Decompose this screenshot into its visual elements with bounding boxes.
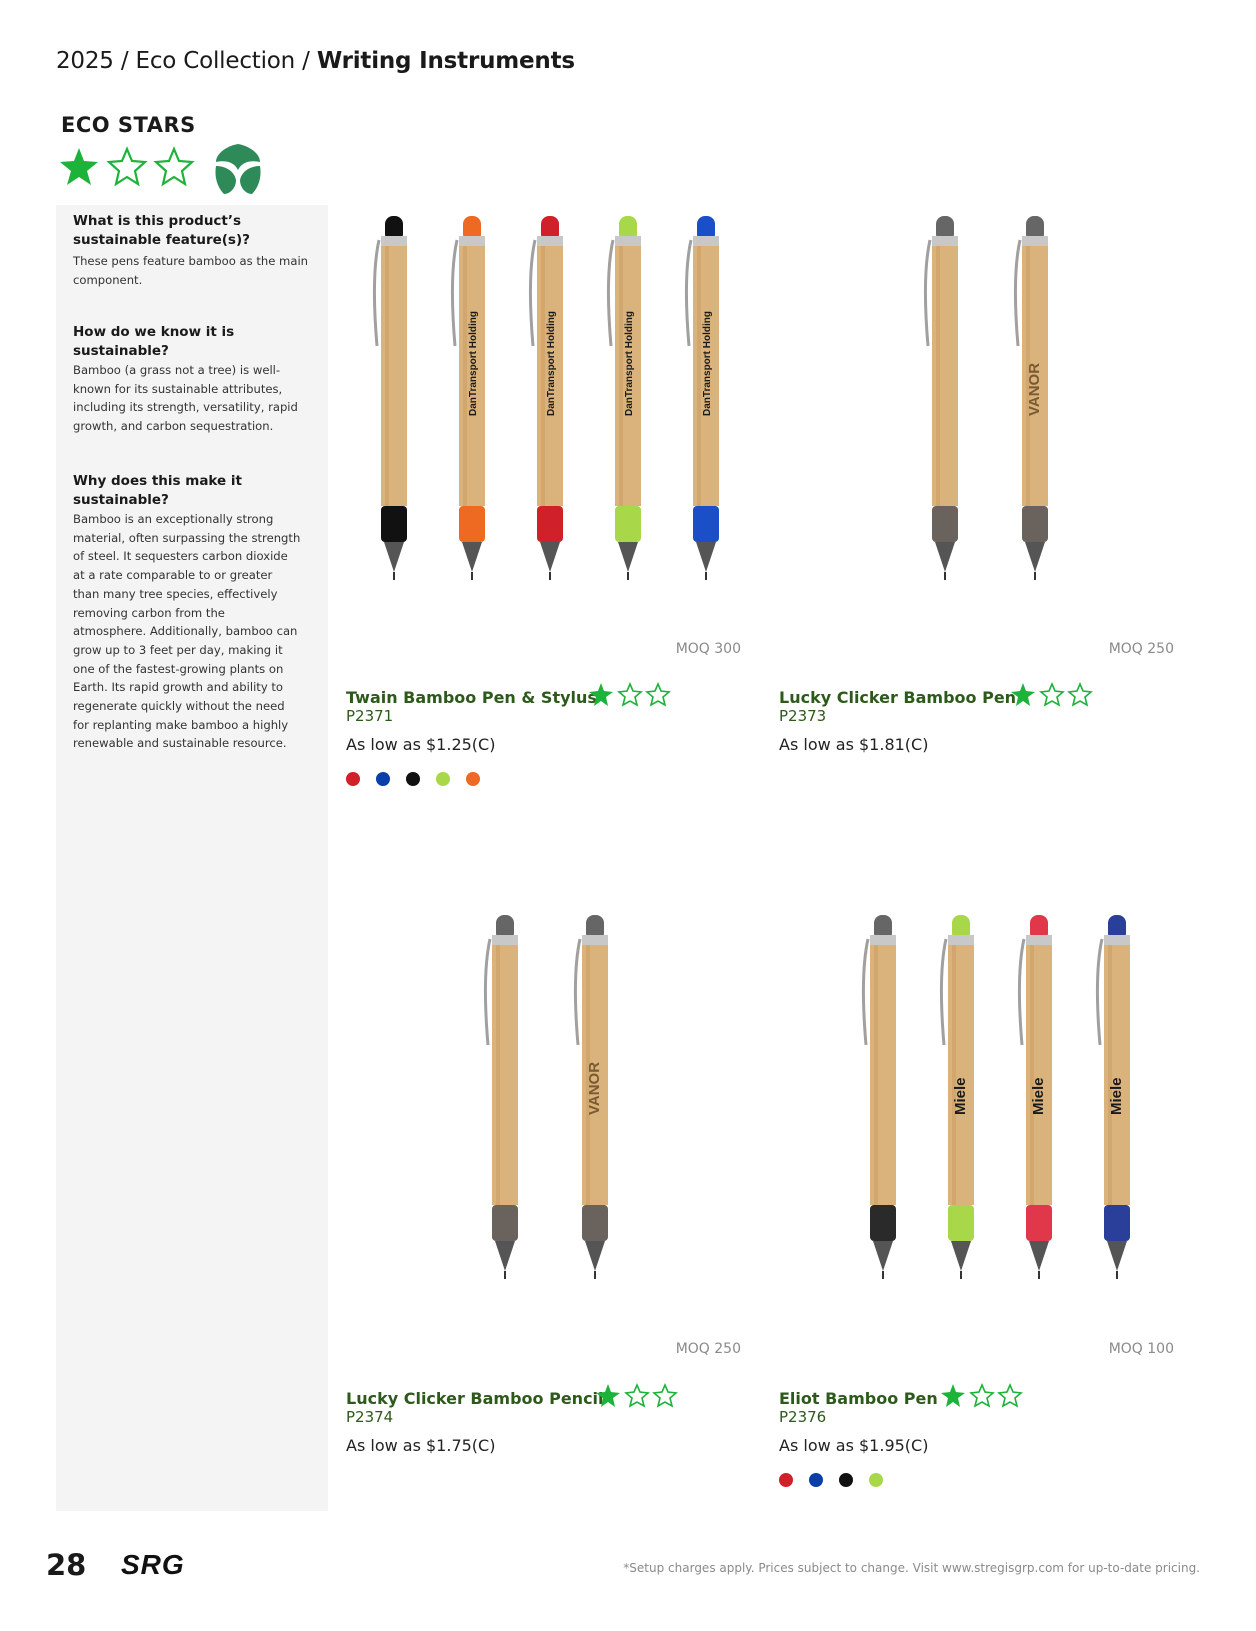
color-swatch[interactable] bbox=[376, 772, 390, 786]
product-rating bbox=[1010, 682, 1094, 708]
product-sku: P2374 bbox=[346, 1408, 394, 1426]
section-answer: Bamboo (a grass not a tree) is well-known for its sustainable attributes, including its strength, versatility, rapid growth, and carbon sequestration. bbox=[73, 363, 298, 434]
star-empty-icon bbox=[971, 1385, 993, 1406]
pen-illustration bbox=[530, 216, 563, 580]
section-question: Why does this make it sustainable? bbox=[73, 473, 242, 508]
breadcrumb-path: 2025 / Eco Collection / bbox=[56, 48, 317, 74]
product-sku: P2376 bbox=[779, 1408, 827, 1426]
product-price: As low as $1.75(C) bbox=[346, 1436, 496, 1455]
section-question: How do we know it is sustainable? bbox=[73, 324, 235, 359]
how-we-know-section bbox=[73, 323, 313, 436]
product-rating bbox=[588, 682, 672, 708]
star-filled-icon bbox=[1011, 683, 1035, 706]
breadcrumb-current: Writing Instruments bbox=[316, 48, 575, 74]
pen-imprint: DanTransport Holding bbox=[546, 311, 557, 416]
color-swatch[interactable] bbox=[436, 772, 450, 786]
brand-wordmark: SRG bbox=[121, 1550, 185, 1578]
page-number: 28 bbox=[46, 1548, 87, 1582]
star-empty-icon bbox=[999, 1385, 1021, 1406]
pen-imprint: Miele bbox=[1108, 1077, 1125, 1115]
color-swatch[interactable] bbox=[406, 772, 420, 786]
star-empty-icon bbox=[1041, 684, 1063, 705]
product-sku: P2373 bbox=[779, 707, 827, 725]
color-swatch[interactable] bbox=[839, 1473, 853, 1487]
pen-imprint: VANOR bbox=[1026, 362, 1043, 416]
pen-illustration bbox=[575, 915, 608, 1279]
pen-imprint: VANOR bbox=[586, 1061, 603, 1115]
sustainability-feature-section bbox=[73, 212, 313, 289]
product-price: As low as $1.95(C) bbox=[779, 1436, 929, 1455]
sustainability-sidebar bbox=[56, 205, 328, 1511]
pen-illustration bbox=[452, 216, 485, 580]
pen-illustration bbox=[608, 216, 641, 580]
product-price: As low as $1.81(C) bbox=[779, 735, 929, 754]
moq-label: MOQ 250 bbox=[675, 1341, 741, 1357]
color-swatch[interactable] bbox=[466, 772, 480, 786]
star-empty-icon bbox=[654, 1385, 676, 1406]
star-empty-icon bbox=[626, 1385, 648, 1406]
star-empty-icon bbox=[156, 149, 192, 184]
product-photo[interactable] bbox=[350, 196, 750, 596]
pen-imprint: Miele bbox=[1030, 1077, 1047, 1115]
pen-illustration bbox=[686, 216, 719, 580]
section-question: What is this product’s sustainable feature(s)? bbox=[73, 213, 250, 248]
product-sku: P2371 bbox=[346, 707, 394, 725]
pen-illustration bbox=[941, 915, 974, 1279]
color-swatches bbox=[346, 772, 480, 786]
product-name[interactable]: Lucky Clicker Bamboo Pen bbox=[779, 688, 1017, 707]
product-price: As low as $1.25(C) bbox=[346, 735, 496, 754]
color-swatch[interactable] bbox=[346, 772, 360, 786]
pen-illustration bbox=[925, 216, 958, 580]
product-photo[interactable] bbox=[800, 895, 1200, 1295]
star-filled-icon bbox=[60, 148, 98, 185]
star-empty-icon bbox=[1069, 684, 1091, 705]
star-filled-icon bbox=[589, 683, 613, 706]
color-swatch[interactable] bbox=[869, 1473, 883, 1487]
product-name[interactable]: Lucky Clicker Bamboo Pencil bbox=[346, 1389, 604, 1408]
star-filled-icon bbox=[596, 1384, 620, 1407]
pen-illustration bbox=[1097, 915, 1130, 1279]
pen-imprint: DanTransport Holding bbox=[468, 311, 479, 416]
pen-imprint: DanTransport Holding bbox=[624, 311, 635, 416]
product-rating bbox=[595, 1383, 679, 1409]
color-swatch[interactable] bbox=[779, 1473, 793, 1487]
product-name[interactable]: Twain Bamboo Pen & Stylus bbox=[346, 688, 597, 707]
moq-label: MOQ 250 bbox=[1108, 641, 1174, 657]
pen-illustration bbox=[374, 216, 407, 580]
why-sustainable-section bbox=[73, 472, 313, 753]
section-answer: These pens feature bamboo as the main component. bbox=[73, 254, 309, 287]
star-empty-icon bbox=[109, 149, 145, 184]
srg-logo bbox=[121, 1550, 213, 1582]
star-filled-icon bbox=[941, 1384, 965, 1407]
pen-imprint: Miele bbox=[952, 1077, 969, 1115]
product-rating bbox=[940, 1383, 1024, 1409]
breadcrumb bbox=[56, 48, 575, 74]
eco-stars-icons bbox=[58, 145, 208, 191]
moq-label: MOQ 100 bbox=[1108, 1341, 1174, 1357]
pen-illustration bbox=[485, 915, 518, 1279]
product-photo[interactable] bbox=[350, 895, 750, 1295]
product-photo[interactable] bbox=[790, 196, 1190, 596]
color-swatches bbox=[779, 1473, 883, 1487]
pen-imprint: DanTransport Holding bbox=[702, 311, 713, 416]
star-empty-icon bbox=[619, 684, 641, 705]
pen-illustration bbox=[1015, 216, 1048, 580]
product-name[interactable]: Eliot Bamboo Pen bbox=[779, 1389, 938, 1408]
color-swatch[interactable] bbox=[809, 1473, 823, 1487]
moq-label: MOQ 300 bbox=[675, 641, 741, 657]
footer-disclaimer: *Setup charges apply. Prices subject to change. Visit www.stregisgrp.com for up-to-date pricing. bbox=[623, 1561, 1200, 1575]
recycle-leaf-icon bbox=[210, 142, 266, 198]
star-empty-icon bbox=[647, 684, 669, 705]
eco-stars-rating bbox=[58, 138, 266, 198]
pen-illustration bbox=[863, 915, 896, 1279]
pen-illustration bbox=[1019, 915, 1052, 1279]
eco-stars-title: ECO STARS bbox=[61, 113, 196, 137]
section-answer: Bamboo is an exceptionally strong material, often surpassing the strength of steel. It sequesters carbon dioxide at a rate comparable to or greater than many tree species, effectively removing carbon from the atmosphere. Additionally, bamboo can grow up to 3 feet per day, making it one of the fastest-growing plants on Earth. Its rapid growth and ability to regenerate quickly without the need for replanting make bamboo a highly renewable and sustainable resource. bbox=[73, 512, 301, 751]
